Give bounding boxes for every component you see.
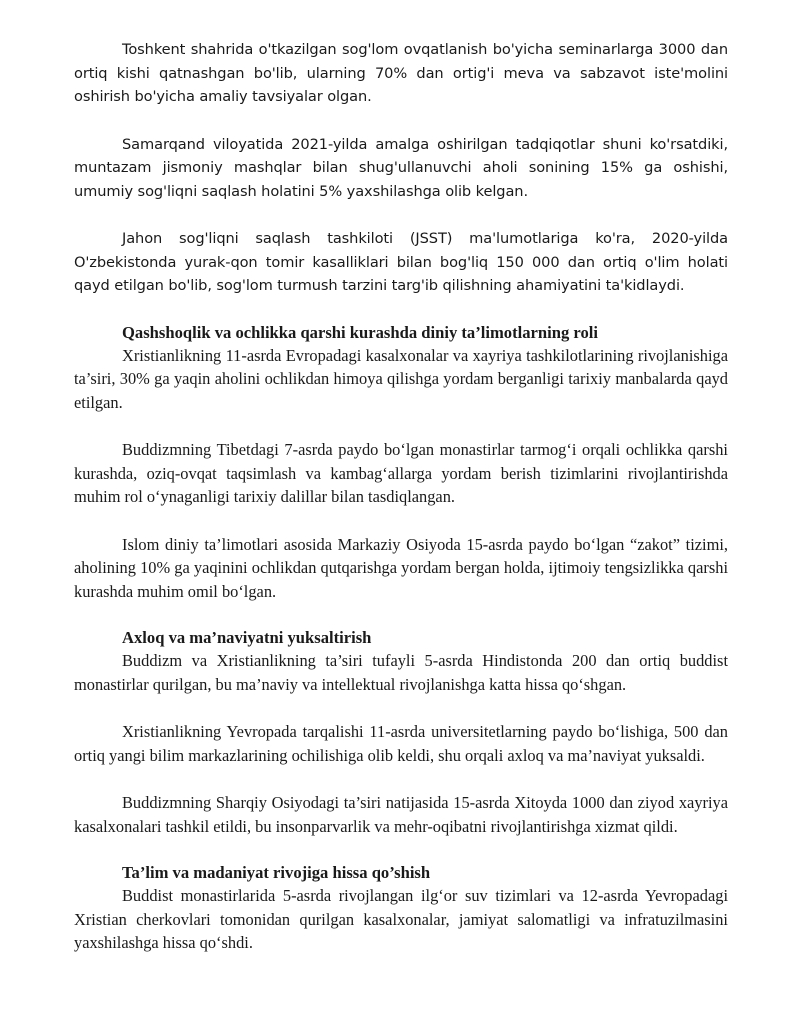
paragraph-india-monasteries: Buddizm va Xristianlikning ta’siri tufayli 5-asrda Hindistonda 200 dan ortiq buddist monastirlar qurilgan, bu ma’naviy va intellektual rivojlanishga katta hissa qo‘shgan. — [74, 651, 728, 694]
paragraph-tashkent-seminars: Toshkent shahrida o'tkazilgan sog'lom ovqatlanish bo'yicha seminarlarga 3000 dan ortiq kishi qatnashgan bo'lib, ularning 70% dan ortig'i meva va sabzavot iste'molini oshirish bo'yicha amaliy tavsiyalar olgan. — [74, 41, 728, 105]
paragraph-buddhism-tibet: Buddizmning Tibetdagi 7-asrda paydo bo‘lgan monastirlar tarmog‘i orqali ochlikka qarshi kurashda, oziq-ovqat taqsimlash va kambag‘allarga yordam berish tizimlarini rivojlantirishda muhim rol o‘ynaganligi tarixiy dalillar bilan tasdiqlangan. — [74, 440, 728, 506]
paragraph-water-systems: Buddist monastirlarida 5-asrda rivojlangan ilg‘or suv tizimlari va 12-asrda Yevropadagi Xristian cherkovlari tomonidan qurilgan kasalxonalar, jamiyat salomatligi va infratuzilmasini yaxshilashga hissa qo‘shdi. — [74, 886, 728, 952]
paragraph-islam-zakat: Islom diniy ta’limotlari asosida Markaziy Osiyoda 15-asrda paydo bo‘lgan “zakot” tizimi, aholining 10% ga yaqinini ochlikdan qutqarishga yordam bergan holda, ijtimoiy tengsizlikka qarshi kurashda muhim omil bo‘lgan. — [74, 534, 728, 601]
heading-education-culture: Ta’lim va madaniyat rivojiga hissa qo’shish — [122, 863, 431, 882]
paragraph-europe-universities: Xristianlikning Yevropada tarqalishi 11-asrda universitetlarning paydo bo‘lishiga, 500 dan ortiq yangi bilim markazlarining ochilishiga olib keldi, shu orqali axloq va ma’naviyat yuksaldi. — [74, 722, 728, 765]
paragraph-who-data: Jahon sog'liqni saqlash tashkiloti (JSST) ma'lumotlariga ko'ra, 2020-yilda O'zbekistonda yurak-qon tomir kasalliklari bilan bog'liq 150 000 dan ortiq o'lim holati qayd etilgan bo'lib, sog'lom turmush tarzini targ'ib qilishning ahamiyatini ta'kidlaydi. — [74, 230, 728, 294]
paragraph-christianity-11th-century: Xristianlikning 11-asrda Evropadagi kasalxonalar va xayriya tashkilotlarining rivojlanishiga ta’siri, 30% ga yaqin aholini ochlikdan himoya qilishga yordam berganligi tarixiy manbalarda qayd etilgan. — [74, 345, 728, 412]
heading-poverty-hunger: Qashshoqlik va ochlikka qarshi kurashda diniy ta’limotlarning roli — [122, 322, 598, 342]
paragraph-samarkand-study: Samarqand viloyatida 2021-yilda amalga oshirilgan tadqiqotlar shuni ko'rsatdiki, muntazam jismoniy mashqlar bilan shug'ullanuvchi aholi sonining 15% ga oshishi, umumiy sog'liqni saqlash holatini 5% yaxshilashga olib kelgan. — [74, 135, 728, 200]
paragraph-china-hospitals: Buddizmning Sharqiy Osiyodagi ta’siri natijasida 15-asrda Xitoyda 1000 dan ziyod xayriya kasalxonalari tashkil etildi, bu insonparvarlik va mehr-oqibatni rivojlantirishga xizmat qildi. — [74, 793, 728, 836]
heading-morality-spirituality: Axloq va ma’naviyatni yuksaltirish — [122, 628, 372, 647]
